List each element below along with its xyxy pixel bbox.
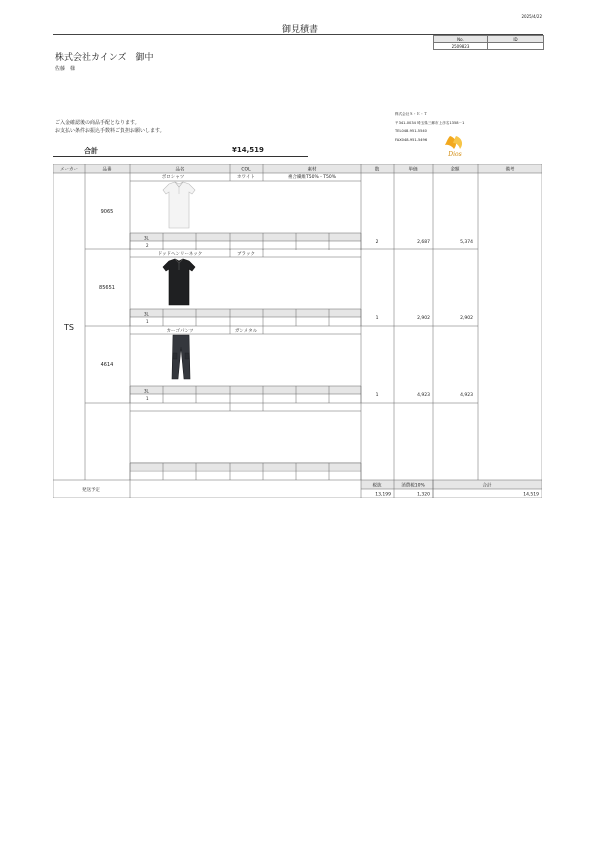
company-name: 株式会社Ｓ・Ｅ・Ｔ — [395, 112, 428, 116]
col-header-unit: 単価 — [408, 167, 418, 173]
item-qty: 1 — [375, 393, 379, 398]
col-header-material: 素材 — [307, 167, 317, 173]
col-header-amount: 金額 — [450, 167, 460, 173]
ship-label: 発送予定 — [82, 488, 100, 493]
table-grid — [53, 164, 542, 498]
item-code: 85651 — [99, 285, 115, 291]
item-unit-price: 2,902 — [417, 316, 430, 321]
item-qty: 1 — [375, 316, 379, 321]
company-logo-icon — [442, 132, 468, 158]
company-fax: FAX048-951-5496 — [395, 137, 428, 142]
item-name: ポロシャツ — [161, 175, 185, 180]
size-row-bg — [130, 309, 361, 317]
total-underline — [53, 156, 308, 157]
col-header-code: 品番 — [102, 167, 112, 173]
total-label: 合計 — [84, 147, 98, 155]
item-block-grids — [130, 173, 361, 480]
logo-text: Dios — [448, 151, 462, 158]
quotation-table — [53, 164, 542, 498]
item-size-qty: 2 — [146, 243, 149, 248]
item-amount: 5,374 — [460, 240, 473, 245]
item-unit-price: 4,923 — [417, 393, 430, 398]
col-header-remarks: 備考 — [505, 167, 515, 173]
item-color: ブラック — [237, 252, 255, 257]
page-title: 御見積書 — [281, 25, 318, 35]
footer-total-label: 合計 — [482, 483, 492, 489]
item-material: 複合繊維T50%・T50% — [287, 175, 337, 180]
item-color: ガンメタル — [234, 329, 258, 334]
item-size: 3L — [144, 388, 149, 394]
item-name: ドッドヘンリーネック — [157, 252, 203, 257]
item-code: 4614 — [100, 362, 114, 368]
item-size-qty: 1 — [146, 396, 149, 401]
item-unit-price: 2,687 — [417, 240, 430, 245]
date: 2025/4/22 — [521, 14, 542, 19]
item-size: 3L — [144, 235, 149, 241]
table-header-bg — [53, 164, 542, 173]
maker-value: TS — [64, 323, 74, 332]
tax-excl-value: 13,199 — [375, 492, 391, 498]
product-image-cargo-pants — [172, 335, 190, 379]
product-image-polo-shirt — [163, 182, 195, 228]
no-value: 2509823 — [434, 43, 488, 50]
customer-name: 株式会社カインズ 御中 — [55, 53, 154, 63]
col-header-name: 品名 — [175, 167, 185, 173]
note-payment-1: ご入金確認後の商品手配となります。 — [55, 120, 140, 126]
size-row-bg — [130, 233, 361, 241]
id-label: ID — [488, 36, 544, 43]
footer-total-value: 14,519 — [523, 492, 539, 498]
contact-person: 佐藤 様 — [55, 66, 76, 72]
col-header-qty: 数 — [374, 167, 380, 173]
col-header-col: COL — [241, 167, 251, 173]
col-header-maker: メーカー — [60, 167, 78, 173]
item-size-qty: 1 — [146, 319, 149, 324]
item-size: 3L — [144, 311, 149, 317]
item-amount: 2,902 — [460, 316, 473, 321]
item-qty: 2 — [375, 240, 379, 245]
total-value: ¥14,519 — [232, 146, 264, 154]
tax-label: 消費税10% — [401, 483, 425, 489]
tax-excl-label: 税抜 — [372, 483, 382, 489]
product-image-henley-shirt — [163, 259, 195, 305]
item-amount: 4,923 — [460, 393, 473, 398]
id-value — [488, 43, 544, 50]
footer-header-bg — [361, 480, 542, 489]
item-name: カーゴパンツ — [166, 329, 194, 334]
size-row-bg — [130, 386, 361, 394]
tax-value: 1,320 — [417, 492, 430, 498]
item-color: ホワイト — [237, 175, 255, 180]
note-payment-2: お支払い条件お振込手数料ご負担お願いします。 — [55, 128, 165, 134]
no-label: No. — [434, 36, 488, 43]
item-code: 9065 — [100, 209, 114, 215]
company-tel: TEL048-951-5540 — [395, 129, 427, 133]
document-number-box — [433, 35, 544, 50]
company-address: 〒341-0034 埼玉県三郷市上彦名1358－1 — [395, 120, 465, 125]
